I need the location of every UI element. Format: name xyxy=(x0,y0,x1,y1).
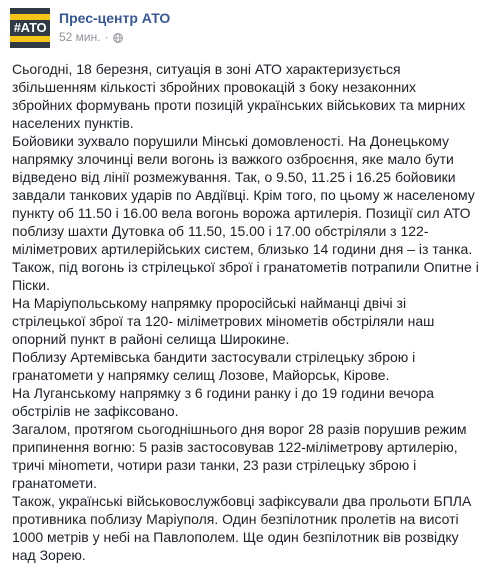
post-paragraph-1: Сьогодні, 18 березня, ситуація в зоні АТО характеризується збільшенням кількості збройних провокацій з боку незаконних збройних формувань проти позицій українських військових та мирних населених пунктів. xyxy=(12,61,466,131)
avatar-logo-text: #АТО xyxy=(13,20,47,35)
page-name-link[interactable]: Прес-центр АТО xyxy=(59,10,171,26)
avatar-stripe-bottom xyxy=(10,36,50,42)
post-header xyxy=(10,8,170,54)
post-timestamp[interactable]: 52 мин. xyxy=(59,30,101,44)
post-paragraph-4: Поблизу Артемівська бандити застосували стрілецьку зброю і гранатомети у напрямку селищ Лозове, Майорськ, Кірове. xyxy=(12,349,416,383)
post-paragraph-5: На Луганському напрямку з 6 години ранку і до 19 години вечора обстрілів не зафіксовано. xyxy=(12,385,435,419)
globe-icon[interactable] xyxy=(113,32,123,42)
post-subline xyxy=(59,30,170,44)
post-paragraph-2: Бойовики зухвало порушили Мінські домовленості. На Донецькому напрямку злочинці вели вогонь із важкого озброєння, яке мало бути відведено від лінії розмежування. Так, о 9.50, 11.25 і 16.25 бойовики завдали танкових ударів по Авдіївці. Крім того, по цьому ж населеному пункту об 11.50 і 16.00 вела вогонь ворожа артилерія. Позиції сил АТО поблизу шахти Дутовка об 11.50, 15.00 і 17.00 обстріляли з 122-міліметрових артилерійських систем, близько 14 години дня – із танка. Також, під вогонь із стрілецької зброї і гранатометів потрапили Опитне і Піски. xyxy=(12,133,479,293)
post-paragraph-7: Також, українські військовослужбовці зафіксували два прольоти БПЛА противника поблизу Маріуполя. Один безпілотник пролетів на висоті 1000 метрів у небі на Павлополем. Ще один безпілотник вів розвідку над Зорею. xyxy=(12,493,472,563)
post-paragraph-6: Загалом, протягом сьогоднішнього дня ворог 28 разів порушив режим припинення вогню: 5 разів застосовував 122-міліметрову артилерію, тричі мінomети, чотири рази танки, 23 рази стрілецьку зброю і гранатомети. xyxy=(12,421,467,491)
page-avatar[interactable] xyxy=(10,8,50,48)
post-paragraph-3: На Маріупольському напрямку проросійські найманці двічі зі стрілецької зброї та 120- міліметрових мінометів обстріляли наш опорний пункт в районі селища Широкине. xyxy=(12,295,435,347)
post-meta xyxy=(59,8,170,44)
meta-separator: · xyxy=(104,30,109,44)
post-body xyxy=(12,60,480,564)
